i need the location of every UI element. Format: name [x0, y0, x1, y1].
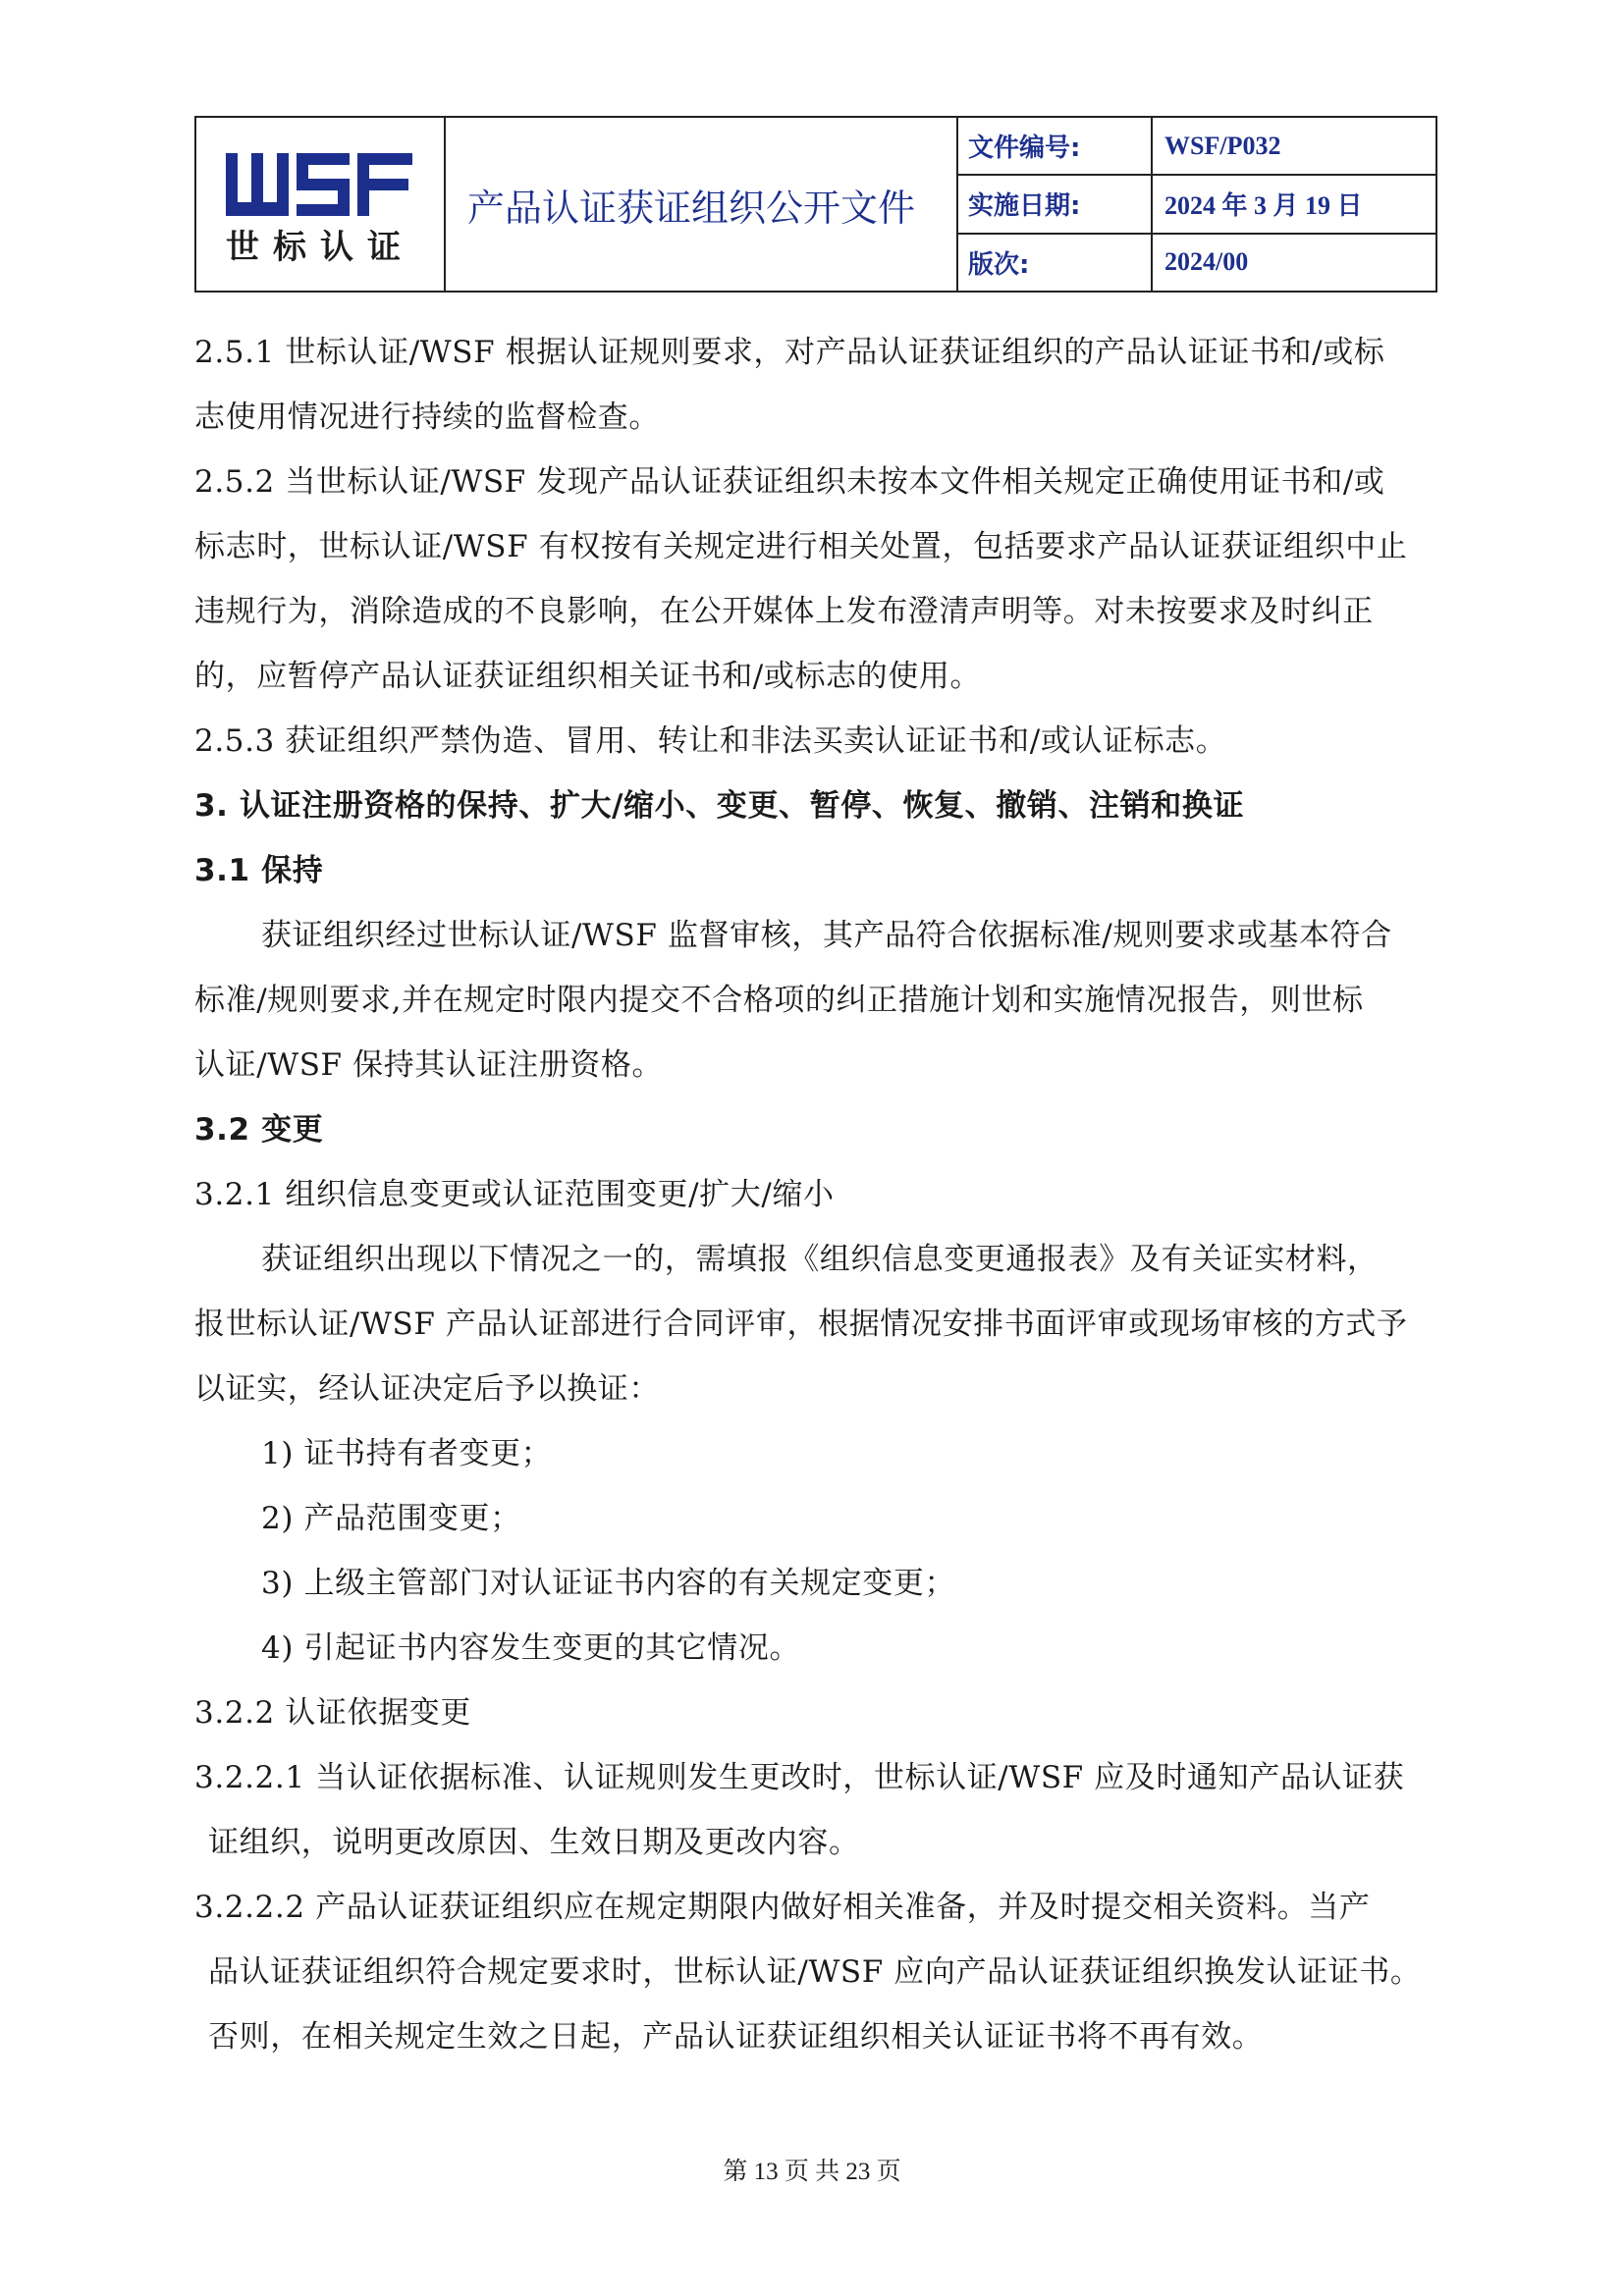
text-line: 3.2.2 认证依据变更: [194, 1695, 471, 1731]
text-line: 报世标认证/WSF 产品认证部进行合同评审，根据情况安排书面评审或现场审核的方式予: [194, 1307, 1408, 1342]
text-line: 违规行为，消除造成的不良影响，在公开媒体上发布澄清声明等。对未按要求及时纠正: [194, 594, 1374, 629]
subsection-heading: 3.1 保持: [194, 853, 324, 888]
list-item: 1) 证书持有者变更；: [261, 1436, 553, 1471]
text-line: 志使用情况进行持续的监督检查。: [194, 400, 660, 435]
text-line: 标志时，世标认证/WSF 有权按有关规定进行相关处置，包括要求产品认证获证组织中止: [194, 529, 1408, 564]
meta-label: 版次:: [958, 235, 1153, 291]
list-item: 2) 产品范围变更；: [261, 1501, 521, 1536]
text-line: 品认证获证组织符合规定要求时，世标认证/WSF 应向产品认证获证组织换发认证证书。: [208, 1954, 1422, 1990]
text-line: 3.2.2.2 产品认证获证组织应在规定期限内做好相关准备，并及时提交相关资料。当产: [194, 1890, 1371, 1925]
text-line: 3.2.1 组织信息变更或认证范围变更/扩大/缩小: [194, 1177, 835, 1212]
wsf-logo-icon: [226, 153, 412, 216]
list-item: 3) 上级主管部门对认证证书内容的有关规定变更；: [261, 1566, 956, 1601]
text-line: 证组织，说明更改原因、生效日期及更改内容。: [208, 1825, 860, 1860]
meta-label: 实施日期:: [958, 176, 1153, 232]
page-number: 第 13 页 共 23 页: [723, 2159, 901, 2185]
meta-label: 文件编号:: [958, 118, 1153, 174]
meta-row-effective-date: [958, 176, 1435, 234]
list-item: 4) 引起证书内容发生变更的其它情况。: [261, 1630, 801, 1666]
subsection-heading: 3.2 变更: [194, 1112, 324, 1148]
meta-value: 2024/00: [1164, 247, 1249, 277]
text-line: 2.5.1 世标认证/WSF 根据认证规则要求，对产品认证获证组织的产品认证证书和/或标: [194, 335, 1385, 370]
text-line: 的，应暂停产品认证获证组织相关证书和/或标志的使用。: [194, 659, 982, 694]
meta-row-doc-number: [958, 118, 1435, 176]
text-line: 否则，在相关规定生效之日起，产品认证获证组织相关认证证书将不再有效。: [208, 2019, 1264, 2055]
text-line: 获证组织出现以下情况之一的，需填报《组织信息变更通报表》及有关证实材料，: [261, 1242, 1379, 1277]
document-meta: [958, 118, 1435, 291]
text-line: 3.2.2.1 当认证依据标准、认证规则发生更改时，世标认证/WSF 应及时通知产品认证获: [194, 1760, 1405, 1795]
document-header: [194, 116, 1437, 293]
logo: [196, 118, 446, 291]
logo-text: 世标认证: [226, 228, 414, 267]
section-heading: 3. 认证注册资格的保持、扩大/缩小、变更、暂停、恢复、撤销、注销和换证: [194, 788, 1245, 824]
text-line: 标准/规则要求,并在规定时限内提交不合格项的纠正措施计划和实施情况报告，则世标: [194, 983, 1364, 1018]
text-line: 认证/WSF 保持其认证注册资格。: [194, 1047, 664, 1083]
meta-row-version: [958, 235, 1435, 291]
document-body: [194, 320, 1441, 2069]
text-line: 2.5.2 当世标认证/WSF 发现产品认证获证组织未按本文件相关规定正确使用证书和/或: [194, 464, 1385, 500]
text-line: 获证组织经过世标认证/WSF 监督审核，其产品符合依据标准/规则要求或基本符合: [261, 918, 1392, 953]
document-title: 产品认证获证组织公开文件: [446, 118, 958, 291]
text-line: 以证实，经认证决定后予以换证：: [194, 1371, 660, 1407]
meta-value: 2024 年 3 月 19 日: [1164, 191, 1363, 221]
text-line: 2.5.3 获证组织严禁伪造、冒用、转让和非法买卖认证证书和/或认证标志。: [194, 723, 1227, 759]
meta-value: WSF/P032: [1164, 131, 1281, 160]
